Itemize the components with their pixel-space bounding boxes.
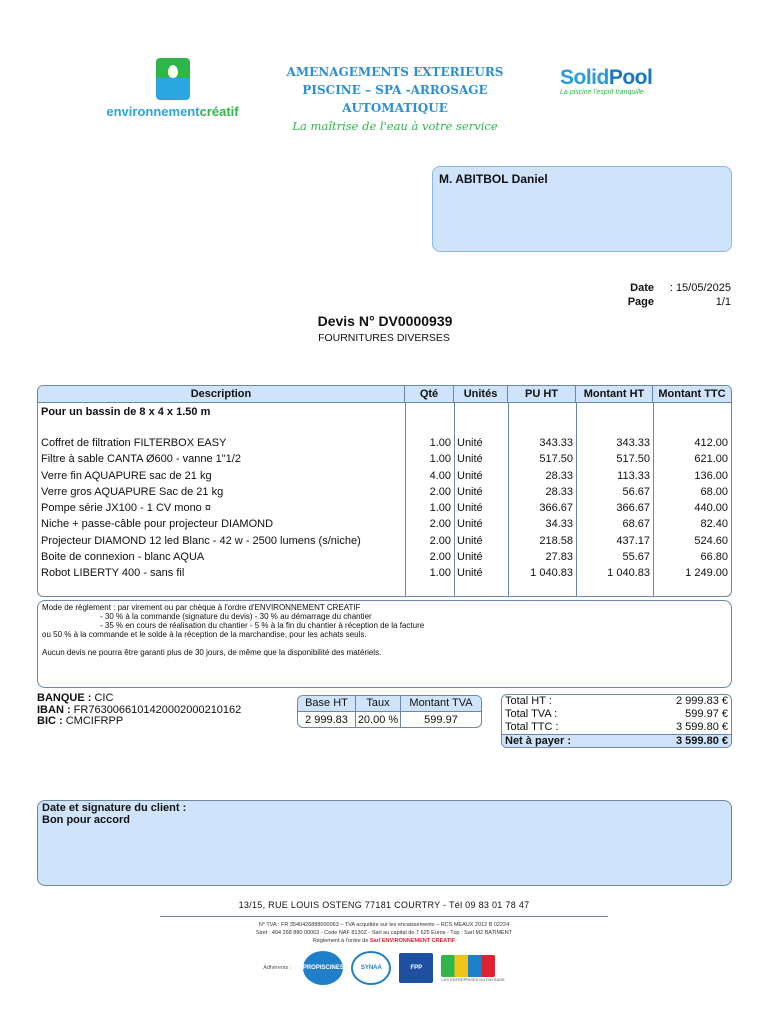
item-unit: Unité <box>457 437 483 449</box>
vat-header: Base HT Taux Montant TVA <box>298 696 481 712</box>
date-value: : 15/05/2025 <box>669 282 731 294</box>
item-unit: Unité <box>457 485 483 498</box>
item-qty: 1.00 <box>429 567 451 580</box>
payment-terms <box>37 600 732 688</box>
item-description: Verre gros AQUAPURE Sac de 21 kg <box>41 485 224 498</box>
col-description: Description <box>38 386 405 402</box>
table-row <box>38 435 731 451</box>
table-row <box>38 451 731 467</box>
client-name: M. ABITBOL Daniel <box>439 172 548 186</box>
item-amount-ht: 1 040.83 <box>607 567 650 580</box>
page-label: Page <box>627 296 654 308</box>
item-unit: Unité <box>457 534 483 547</box>
total-ht: Total HT : 2 999.83 € <box>505 695 728 707</box>
item-amount-ttc: 136.00 <box>694 469 728 482</box>
section-row <box>38 403 731 421</box>
table-body <box>38 403 731 597</box>
item-unit-price: 28.33 <box>545 485 573 498</box>
document-title-block <box>0 313 768 344</box>
item-unit-price: 27.83 <box>545 551 573 564</box>
table-row <box>38 533 731 549</box>
document-title: Devis N° DV0000939 <box>317 313 453 329</box>
bank-row: BANQUE : CIC <box>37 692 114 704</box>
brand-left-text: environnementcréatif <box>106 104 239 119</box>
item-description: Verre fin AQUAPURE sac de 21 kg <box>41 469 212 482</box>
page-value: 1/1 <box>715 296 731 308</box>
item-description: Boite de connexion - blanc AQUA <box>41 551 205 564</box>
table-row <box>38 468 731 484</box>
item-amount-ttc: 621.00 <box>694 453 728 466</box>
terms-line: Mode de règlement : par virement ou par chèque à l'ordre d'ENVIRONNEMENT CREATIF <box>42 603 361 612</box>
table-row <box>38 500 731 516</box>
agreement-label: Bon pour accord <box>42 814 131 826</box>
solidpool-tagline: La piscine l'esprit tranquille <box>560 89 644 96</box>
logo-environnement-creatif <box>100 58 245 119</box>
item-amount-ht: 55.67 <box>622 551 650 564</box>
adherents-label: Adhérents : <box>263 965 292 971</box>
column-divider <box>454 403 455 597</box>
section-title: Pour un bassin de 8 x 4 x 1.50 m <box>41 406 211 418</box>
validity-note: Aucun devis ne pourra être garanti plus de 30 jours, de même que la disponibilité des matériels. <box>42 648 382 657</box>
item-description: Filtre à sable CANTA Ø600 - vanne 1"1/2 <box>41 453 241 466</box>
totals-box <box>501 694 732 748</box>
item-amount-ht: 68.67 <box>622 518 650 531</box>
footer-legal: N° TVA : FR 3540426888000063 – TVA acquittée sur les encaissements – RCS MEAUX 2012 B 02224 Siret : 404 268 880 00063 - Code NAF 8130Z - Sarl au capital de 7 625 Euros - Tup : Sarl M2 BATIMENT Règlement à l'ordre de Sarl ENVIRONNEMENT CREATIF <box>255 922 513 944</box>
item-amount-ttc: 66.80 <box>700 551 728 564</box>
meta-page <box>600 295 731 309</box>
column-divider <box>508 403 509 597</box>
item-unit-price: 34.33 <box>545 518 573 531</box>
bic-value: CMCIFRPP <box>65 715 124 727</box>
terms-line: - 30 % à la commande (signature du devis) - 30 % au démarrage du chantier <box>100 612 372 621</box>
company-header <box>255 63 535 135</box>
header-line2: PISCINE – SPA -ARROSAGE AUTOMATIQUE <box>302 83 488 115</box>
items-table <box>37 385 732 597</box>
item-qty: 1.00 <box>429 502 451 515</box>
item-unit-price: 343.33 <box>539 437 573 449</box>
item-unit: Unité <box>457 469 483 482</box>
item-unit-price: 1 040.83 <box>530 567 573 580</box>
item-description: Projecteur DIAMOND 12 led Blanc - 42 w - 2500 lumens (s/niche) <box>41 534 361 547</box>
item-description: Coffret de filtration FILTERBOX EASY <box>41 437 227 449</box>
item-amount-ht: 56.67 <box>622 485 650 498</box>
item-unit: Unité <box>457 567 483 580</box>
col-amount-ht: Montant HT <box>576 386 653 402</box>
column-divider <box>653 403 654 597</box>
item-description: Niche + passe-câble pour projecteur DIAMOND <box>41 518 274 531</box>
item-amount-ht: 437.17 <box>616 534 650 547</box>
footer <box>160 897 608 985</box>
table-row <box>38 565 731 581</box>
table-header <box>38 386 731 403</box>
meta-date <box>600 281 731 295</box>
signature-label: Date et signature du client : <box>42 802 187 814</box>
column-divider <box>576 403 577 597</box>
col-qty: Qté <box>405 386 454 402</box>
item-amount-ttc: 412.00 <box>694 437 728 449</box>
item-amount-ttc: 68.00 <box>700 485 728 498</box>
column-divider <box>405 403 406 597</box>
paysage-badge-icon <box>441 955 495 977</box>
item-amount-ttc: 524.60 <box>694 534 728 547</box>
col-amount-ttc: Montant TTC <box>658 388 726 400</box>
date-label: Date <box>630 282 654 294</box>
propiscines-badge-icon: PROPISCINES <box>303 951 343 985</box>
total-tva: Total TVA : 599.97 € <box>505 708 728 720</box>
item-qty: 1.00 <box>429 453 451 466</box>
item-qty: 2.00 <box>429 518 451 531</box>
paysage-badge: LES ENTREPRISES DU PAYSAGE <box>441 955 504 982</box>
net-to-pay: Net à payer : 3 599.80 € <box>502 734 731 748</box>
col-unit-price: PU HT <box>508 386 576 402</box>
total-ttc: Total TTC : 3 599.80 € <box>505 721 728 733</box>
item-unit: Unité <box>457 453 483 466</box>
spacer <box>38 421 731 435</box>
item-qty: 2.00 <box>429 485 451 498</box>
header-tagline: La maîtrise de l'eau à votre service <box>292 119 498 133</box>
item-qty: 4.00 <box>429 469 451 482</box>
col-unit: Unités <box>454 386 508 402</box>
item-unit: Unité <box>457 518 483 531</box>
item-description: Pompe série JX100 - 1 CV mono ¤ <box>41 502 211 515</box>
membership-badges <box>160 951 608 985</box>
item-unit-price: 28.33 <box>545 469 573 482</box>
terms-line: - 35 % en cours de réalisation du chantier - 5 % à la fin du chantier à réception de la facture <box>100 621 425 630</box>
table-row <box>38 549 731 565</box>
bank-details <box>37 693 241 728</box>
item-amount-ttc: 440.00 <box>694 502 728 515</box>
table-row <box>38 484 731 500</box>
bic-row: BIC : CMCIFRPP <box>37 715 124 727</box>
vat-table <box>297 695 482 728</box>
table-row <box>38 516 731 532</box>
item-unit: Unité <box>457 502 483 515</box>
item-amount-ht: 343.33 <box>616 437 650 449</box>
footer-address: 13/15, RUE LOUIS OSTENG 77181 COURTRY - Tél 09 83 01 78 47 <box>160 897 608 917</box>
water-drop-icon <box>156 58 190 100</box>
item-qty: 1.00 <box>429 437 451 449</box>
item-unit-price: 517.50 <box>539 453 573 466</box>
item-amount-ttc: 82.40 <box>700 518 728 531</box>
item-unit-price: 366.67 <box>539 502 573 515</box>
bank-name: CIC <box>94 692 114 704</box>
item-qty: 2.00 <box>429 551 451 564</box>
item-amount-ttc: 1 249.00 <box>685 567 728 580</box>
iban-row: IBAN : FR7630066101420002000210162 <box>37 703 242 716</box>
logo-solidpool <box>560 66 680 96</box>
document-subtitle: FOURNITURES DIVERSES <box>318 332 450 344</box>
item-unit: Unité <box>457 551 483 564</box>
fpp-badge-icon: FPP <box>399 953 433 983</box>
synaa-badge-icon: SYNAA <box>351 951 391 985</box>
client-address-box <box>432 166 732 252</box>
vat-row: 2 999.83 20.00 % 599.97 <box>298 712 481 728</box>
item-unit-price: 218.58 <box>539 534 573 547</box>
iban-value: FR7630066101420002000210162 <box>73 703 242 716</box>
signature-box <box>37 800 732 886</box>
terms-line: ou 50 % à la commande et le solde à la réception de la marchandise, pour les achats seuls. <box>42 630 367 639</box>
item-qty: 2.00 <box>429 534 451 547</box>
header-line1: AMENAGEMENTS EXTERIEURS <box>286 65 504 79</box>
item-amount-ht: 113.33 <box>617 469 650 482</box>
spacer <box>42 639 727 648</box>
solidpool-name: SolidPool <box>560 66 653 89</box>
item-amount-ht: 517.50 <box>616 453 650 466</box>
document-meta <box>600 281 731 309</box>
item-amount-ht: 366.67 <box>616 502 650 515</box>
item-description: Robot LIBERTY 400 - sans fil <box>41 567 185 580</box>
